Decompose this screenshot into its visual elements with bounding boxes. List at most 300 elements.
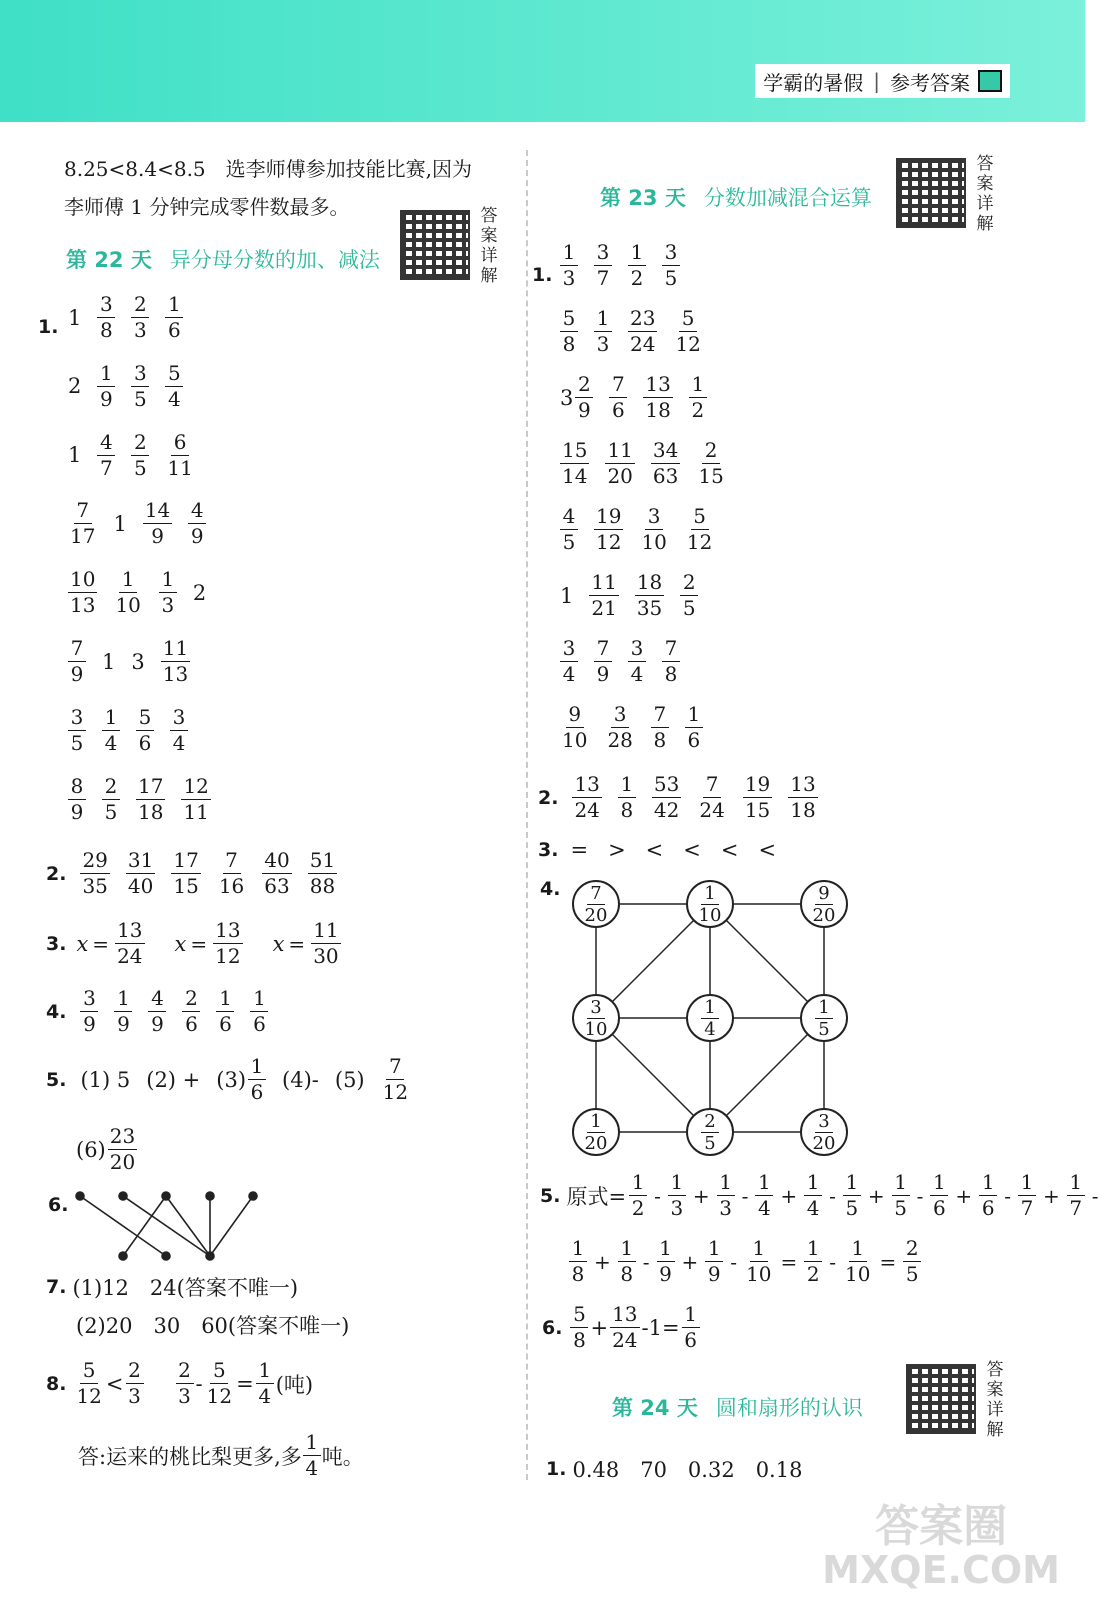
fraction [639,504,668,555]
fraction [68,636,86,687]
operator: = [879,1249,897,1274]
q22-8-answer [78,1430,364,1481]
fraction [696,438,725,489]
numerator: 3 [611,702,629,728]
fraction [311,918,340,969]
numerator: 1 [1067,1170,1085,1196]
numerator: 7 [651,702,669,728]
q22-5-part3-fraction: $\frac{1}{6}$ [248,1054,266,1105]
numerator: 1 [587,1111,605,1133]
fraction [560,306,578,357]
numerator: 3 [560,636,578,662]
book-icon [978,70,1002,92]
fraction [657,1236,675,1287]
numerator: 17 [173,848,199,872]
numerator: 19 [744,772,771,796]
numerator: 3 [587,997,605,1019]
q22-5-part2: (2) + [146,1067,201,1092]
comparison-sign: < [720,838,739,862]
answer-item [610,772,644,823]
whole-number: 2 [68,374,82,399]
fraction [102,705,120,756]
operator: - [1004,1183,1011,1208]
fraction [1067,1170,1085,1221]
denominator: 5 [134,455,147,480]
numerator: 1 [628,240,646,266]
answer-row [552,570,706,621]
denominator: 10 [845,1262,871,1286]
match-dot [119,1192,127,1200]
q22-5-6 [76,1124,145,1175]
fraction [605,438,634,489]
answer-item [60,443,89,467]
denominator: 20 [584,904,608,926]
fraction [755,1170,773,1221]
operator: + [867,1183,885,1208]
denominator: 3 [719,1196,732,1220]
day24-number: 第 24 天 [612,1396,698,1420]
denominator: 24 [630,332,656,356]
denominator: 24 [117,944,143,968]
fraction [575,372,593,423]
denominator: 10 [115,593,141,618]
match-dot [206,1192,214,1200]
q22-4-label: 4. [46,1000,67,1023]
equals-sign: = [288,931,306,956]
q23-5-prefix: 原式= [566,1184,627,1209]
answer-item [60,498,105,549]
denominator: 13 [162,662,189,686]
q22-8-unit: (吨) [275,1372,314,1397]
fraction [744,1236,773,1287]
fraction [673,306,702,357]
match-dot [162,1252,170,1260]
match-dot [206,1252,214,1260]
watermark [822,1501,1060,1592]
answer-item [735,772,780,823]
q22-3-label: 3. [46,932,67,955]
fraction [685,504,714,555]
qr-code-icon[interactable] [896,158,966,228]
qr-label: 答案详解 [986,1360,1004,1440]
denominator: 20 [584,1132,608,1154]
numerator: 2 [575,372,593,398]
node-fraction [701,997,719,1040]
match-dot [162,1192,170,1200]
answer-item [153,636,198,687]
denominator: 3 [596,332,610,356]
q22-7-text1: (1)12 24(答案不唯一) [72,1276,299,1300]
variable-x: x [174,931,187,956]
fraction [308,848,337,899]
answer-item [586,306,620,357]
fraction [131,292,149,343]
denominator: 4 [562,662,576,686]
operator: + [681,1249,699,1274]
answer-item [60,636,94,687]
qr-code-icon[interactable] [906,1364,976,1434]
match-line [80,1196,166,1256]
denominator: 15 [698,464,724,488]
numerator: 1 [717,1170,735,1196]
denominator: 14 [562,464,588,488]
qr-label: 答案详解 [976,154,994,234]
q24-1 [546,1454,802,1484]
fraction [572,772,601,823]
numerator: 13 [215,918,241,942]
q23-2-label: 2. [538,786,559,809]
numerator: 1 [930,1170,948,1196]
answer-item [681,372,715,423]
answer-row [60,361,191,412]
numerator: 13 [790,772,816,796]
answer-item [242,986,276,1037]
answer-item [254,848,299,899]
answer-row [552,702,711,753]
answer-item [174,986,208,1037]
node-fraction [697,883,724,926]
numerator: 3 [628,636,646,662]
numerator: 1 [689,372,707,398]
numerator: 23 [630,306,656,330]
fraction [171,848,200,899]
numerator: 4 [188,498,206,524]
numerator: 1 [750,1236,768,1262]
fraction [250,986,268,1037]
numerator: 13 [574,772,600,796]
node-fraction [815,997,833,1040]
q22-7-line1 [46,1272,298,1302]
denominator: 5 [104,799,118,824]
numerator: 7 [662,636,680,662]
answer-item [60,774,94,825]
q22-7-line2: (2)20 30 60(答案不唯一) [76,1314,350,1338]
numerator: 1 [755,1170,773,1196]
q22-5 [46,1054,418,1105]
q22-7-label: 7. [46,1276,67,1298]
q22-8-lt: < [105,1371,124,1396]
qr-code-icon[interactable] [400,210,470,280]
qr-label: 答案详解 [480,206,498,286]
node-fraction [811,1111,838,1154]
numerator: 1 [804,1236,822,1262]
q22-2 [46,848,345,899]
fraction [136,705,154,756]
denominator: 9 [578,398,591,422]
answer-item [620,636,654,687]
answer-item [552,306,586,357]
denominator: 7 [1020,1196,1034,1220]
fraction [635,570,664,621]
q22-8-frac-b: $\frac{2}{3}$ [126,1358,144,1409]
denominator: 7 [1069,1196,1083,1220]
answer-row [60,430,203,481]
answer-item [208,986,242,1037]
q23-6-minus: -1= [641,1315,680,1340]
fraction [930,1170,948,1221]
q22-5-part6-fraction: $\frac{23}{20}$ [109,1124,136,1174]
fraction [618,1236,636,1287]
watermark-line2: MXQE.COM [822,1548,1060,1592]
denominator: 2 [691,398,705,422]
denominator: 4 [704,1018,716,1040]
fraction [717,1170,735,1221]
match-line [123,1196,166,1256]
fraction [560,438,589,489]
fraction [979,1170,997,1221]
intro-line-2: 李师傅 1 分钟完成零件数最多。 [64,195,350,219]
fraction [68,567,97,618]
q22-6-matching-lines [70,1186,270,1266]
fraction [161,636,190,687]
answer-item [635,372,680,423]
q22-8-minus: - [195,1371,203,1396]
answer-item [654,240,688,291]
numerator: 2 [131,292,149,318]
operator: - [829,1183,836,1208]
fraction [159,567,177,618]
answer-row [552,240,688,291]
q23-3-label: 3. [538,839,559,861]
q23-2 [538,772,826,823]
comparison-sign: = [570,838,589,862]
fraction [80,848,109,899]
denominator: 12 [686,530,713,554]
answer-item [89,430,123,481]
denominator: 63 [652,464,679,488]
answer-row [60,705,196,756]
denominator: 6 [138,730,152,755]
whole-number: 1 [560,583,574,608]
numerator: 3 [131,361,149,387]
brand-name: 学霸的暑假 [763,70,864,95]
answer-row [552,636,688,687]
numerator: 1 [657,1236,675,1262]
fraction [705,1236,723,1287]
denominator: 42 [653,798,680,822]
answer-item [123,430,157,481]
q22-3-items [72,918,342,969]
fraction [68,705,86,756]
diagram-node [686,994,734,1042]
numerator: 3 [80,986,98,1012]
denominator: 9 [151,1012,164,1036]
denominator: 6 [253,1012,266,1036]
numerator: 13 [117,918,143,942]
denominator: 5 [905,1262,919,1286]
denominator: 8 [100,318,113,342]
denominator: 6 [612,398,625,422]
q23-4-diagram [560,872,860,1162]
q22-6-label: 6. [48,1194,69,1216]
answer-item [89,292,123,343]
column-divider [526,150,528,1480]
numerator: 1 [1018,1170,1036,1196]
fraction [136,774,165,825]
q22-8-frac-a: $\frac{5}{12}$ [76,1358,102,1408]
denominator: 8 [664,662,678,686]
denominator: 8 [620,798,634,822]
answer-item [552,240,586,291]
answer-item [94,774,128,825]
diagram-node [572,1108,620,1156]
answer-item [586,240,620,291]
day24-topic: 圆和扇形的认识 [715,1396,863,1420]
answer-item [60,705,94,756]
fraction [843,1170,861,1221]
answer-item [552,584,581,608]
answer-item [631,504,676,555]
answer-item [72,848,117,899]
q22-8-frac-c: $\frac{2}{3}$ [176,1358,194,1409]
answer-item [118,848,163,899]
answer-item [128,705,162,756]
node-fraction [583,1111,610,1154]
numerator: 1 [804,1170,822,1196]
numerator: 7 [68,636,86,662]
fraction [165,292,183,343]
fraction [216,986,234,1037]
diagram-node [800,880,848,928]
q22-2-items [72,848,345,899]
answer-item [620,240,654,291]
denominator: 15 [173,874,199,898]
comparison-sign: < [758,838,777,862]
numerator: 14 [144,498,171,523]
numerator: 53 [653,772,680,796]
fraction [605,702,634,753]
numerator: 29 [82,848,108,872]
numerator: 1 [159,567,177,593]
fraction [148,986,166,1037]
numerator: 3 [645,504,663,530]
fraction [594,636,612,687]
numerator: 1 [815,997,833,1019]
operator: - [1091,1183,1099,1208]
denominator: 9 [70,799,84,824]
numerator: 12 [183,773,209,798]
q22-3 [46,918,343,969]
numerator: 2 [131,430,149,456]
answer-item [94,705,128,756]
fraction [643,372,672,423]
numerator: 5 [691,504,709,530]
operator: + [692,1183,710,1208]
answer-row [60,498,214,549]
match-line [123,1196,210,1256]
numerator: 1 [685,702,703,728]
numerator: 18 [636,570,663,594]
denominator: 28 [607,728,633,752]
day24-title [612,1392,863,1422]
q22-5-part6: (6) [76,1137,106,1162]
denominator: 20 [812,904,836,926]
numerator: 7 [74,498,92,524]
answer-row [552,306,711,357]
q23-5-line2-items [566,1236,924,1287]
answer-row [60,774,219,825]
numerator: 1 [165,292,183,318]
answer-row [60,636,198,687]
denominator: 9 [70,662,84,686]
answer-item [106,986,140,1037]
q23-5-line2 [566,1236,924,1287]
answer-item [552,372,601,423]
fraction [618,772,636,823]
day23-title [600,182,872,212]
match-dot [249,1192,257,1200]
denominator: 9 [83,1012,96,1036]
fraction [102,774,120,825]
fraction [560,240,578,291]
answer-item [597,438,642,489]
fraction [652,772,681,823]
answer-item [552,702,597,753]
fraction [697,772,726,823]
numerator: 1 [560,240,578,266]
denominator: 9 [151,524,164,549]
denominator: 5 [682,596,696,620]
answer-row [60,292,191,343]
denominator: 3 [670,1196,684,1220]
answer-item [123,292,157,343]
diagram-node [800,1108,848,1156]
denominator: 20 [607,464,633,488]
numerator: 1 [705,1236,723,1262]
operator: + [780,1183,798,1208]
numerator: 4 [97,430,115,456]
fraction [213,918,242,969]
fraction [68,498,97,549]
fraction [892,1170,910,1221]
q23-6-plus: + [590,1315,609,1340]
whole-number: 1 [113,511,127,536]
operator: - [642,1249,650,1274]
q23-6-frac-c: $\frac{1}{6}$ [682,1302,700,1353]
q24-1-label: 1. [546,1458,567,1480]
denominator: 6 [933,1196,946,1220]
answer-item [157,292,191,343]
denominator: 5 [562,530,576,554]
answer-item [654,636,688,687]
denominator: 7 [100,455,113,480]
numerator: 3 [170,705,188,731]
denominator: 10 [562,728,588,752]
denominator: 8 [653,728,667,752]
answer-item [60,306,89,330]
whole-number: 1 [68,305,82,330]
answer-item [60,567,105,618]
numerator: 3 [815,1111,833,1133]
denominator: 12 [675,332,701,356]
numerator: 11 [607,438,633,462]
day22-number: 第 22 天 [66,248,152,272]
numerator: 2 [903,1236,921,1262]
intro-line-1: 8.25<8.4<8.5 选李师傅参加技能比赛,因为 [64,157,473,181]
node-fraction [701,1111,719,1154]
fraction [188,498,206,549]
node-fraction [811,883,838,926]
fraction [628,636,646,687]
numerator: 1 [97,361,115,387]
denominator: 10 [698,904,722,926]
section-name: 参考答案 [890,70,970,95]
answer-item [597,702,642,753]
numerator: 1 [843,1170,861,1196]
numerator: 8 [68,774,86,800]
denominator: 10 [641,530,667,554]
q23-1-label: 1. [532,264,553,286]
